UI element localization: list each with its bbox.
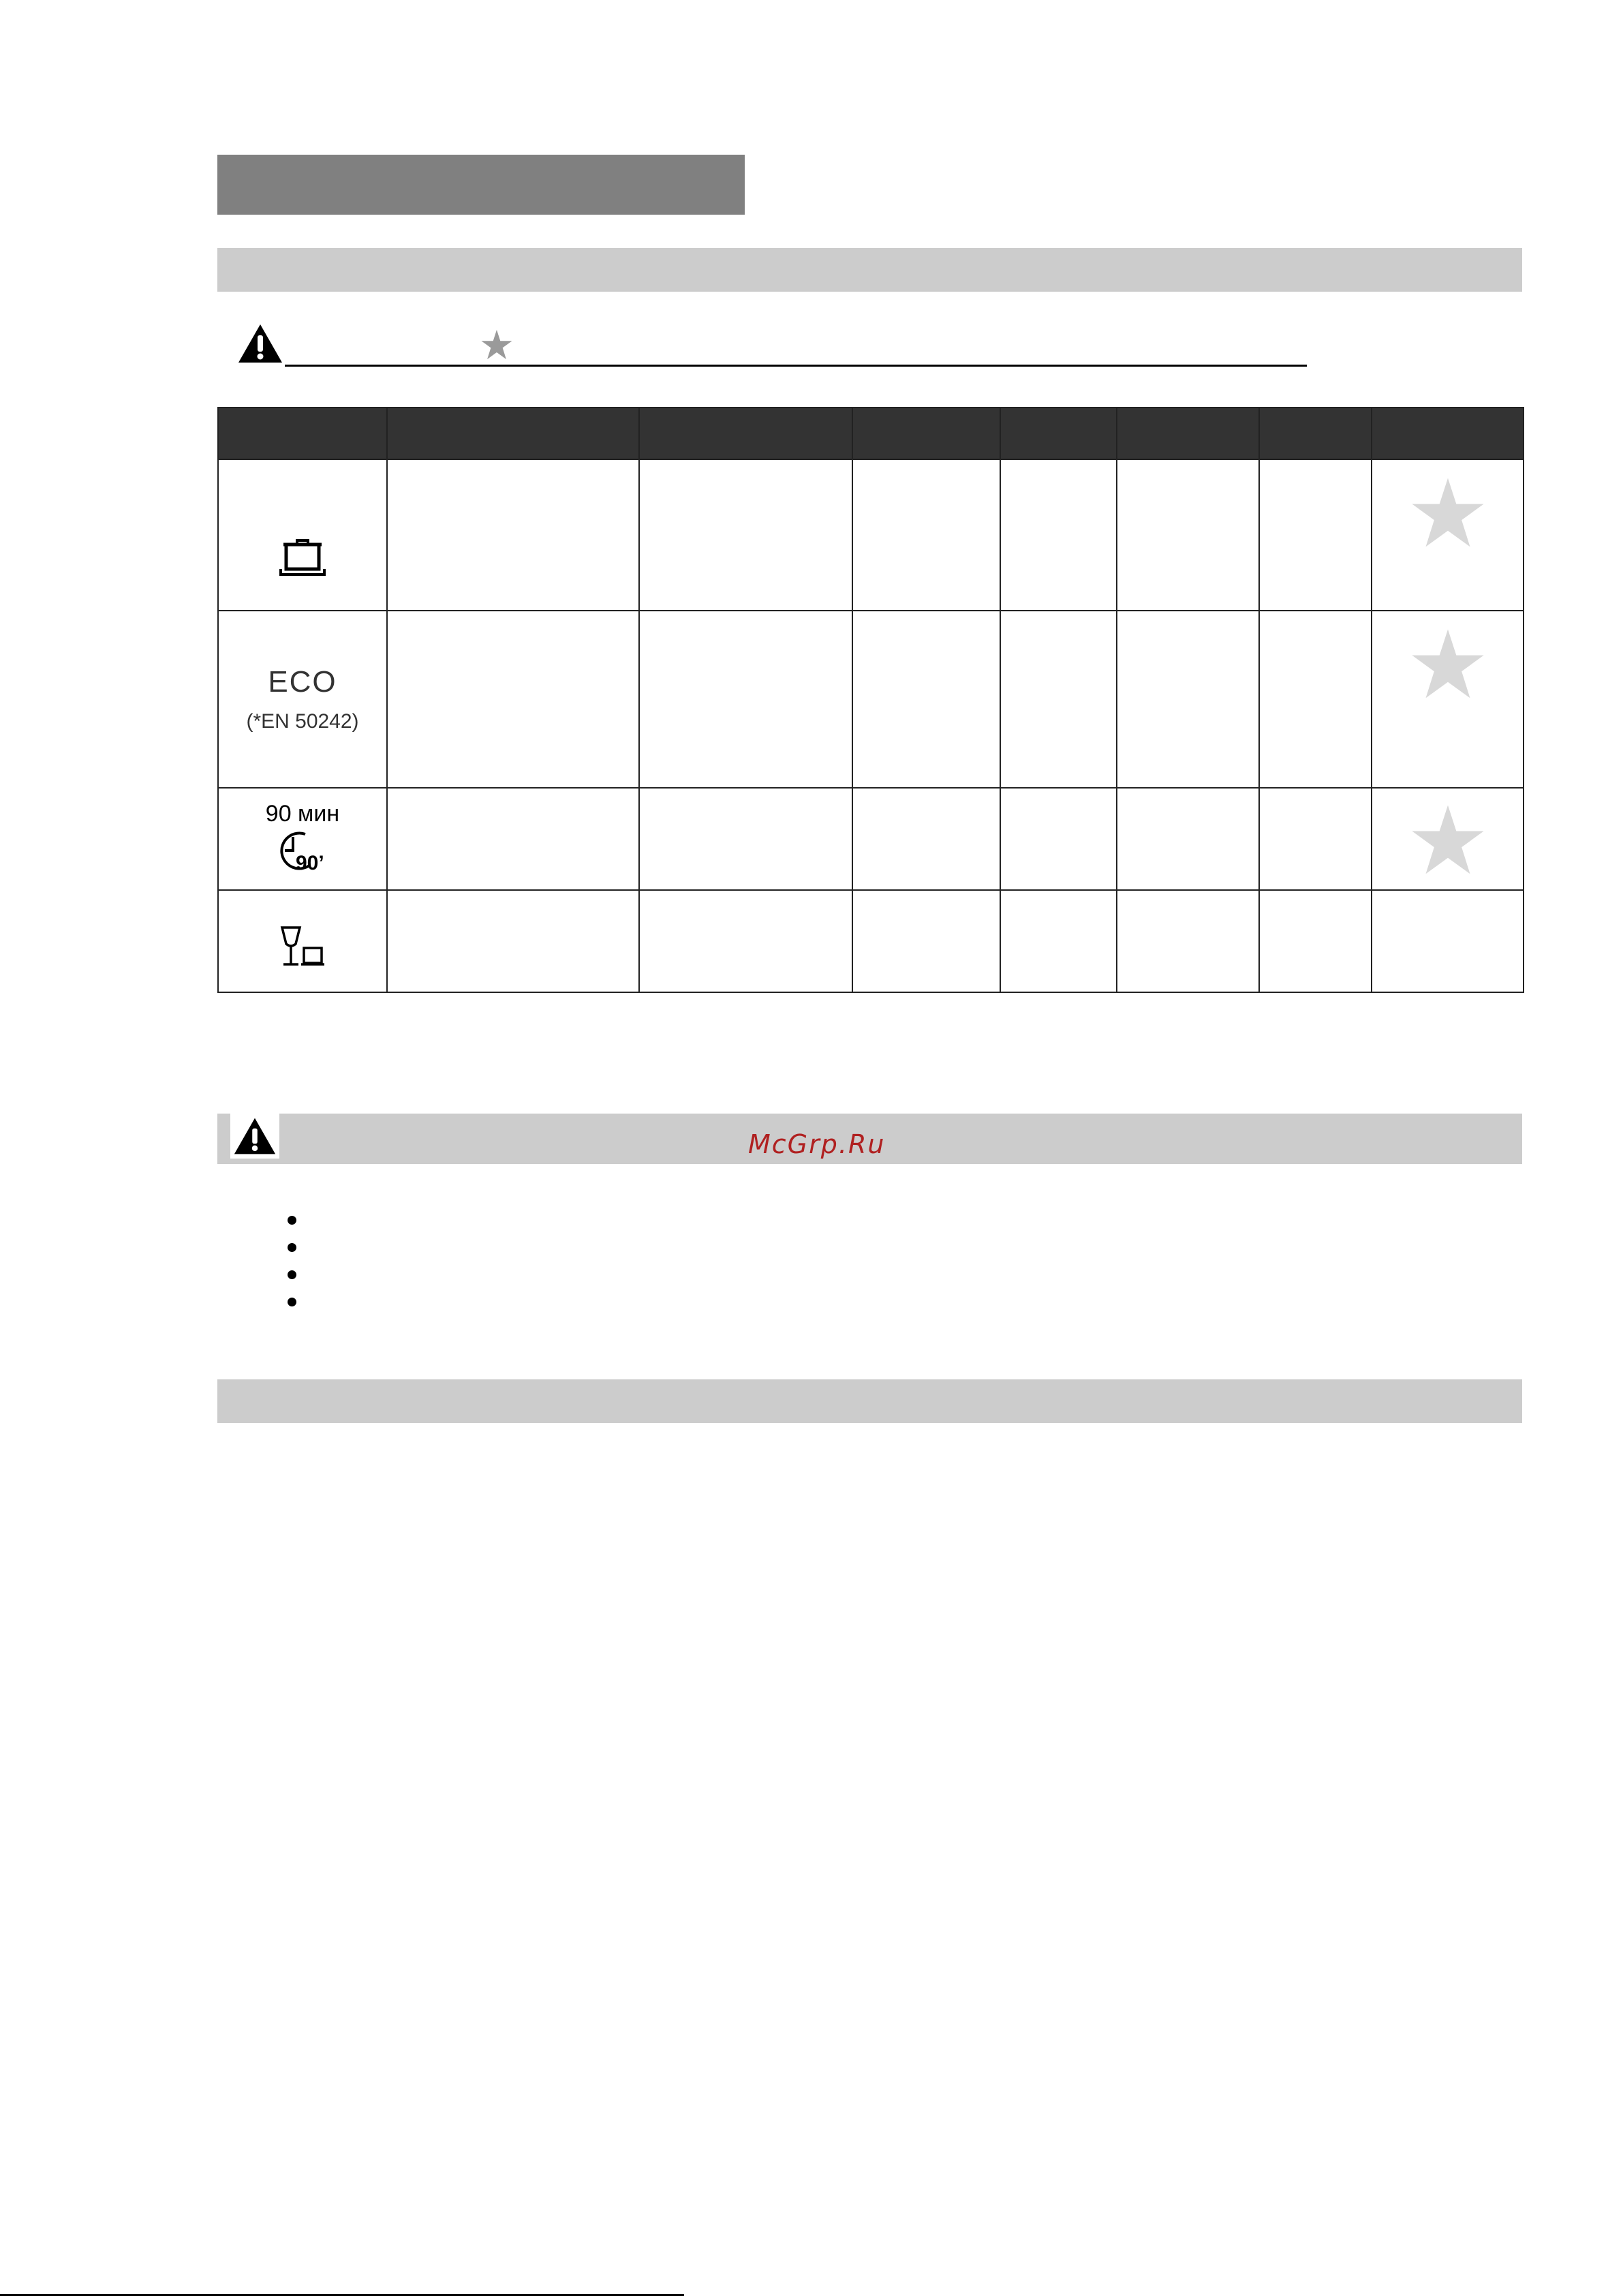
program-cell-eco xyxy=(218,611,387,788)
pot-icon xyxy=(277,535,328,581)
watermark-text: McGrp.Ru xyxy=(748,1129,886,1159)
list-item xyxy=(288,1216,296,1225)
eco-label: ECO xyxy=(268,665,337,699)
list-item xyxy=(288,1270,296,1279)
glass-cup-icon xyxy=(275,922,330,971)
star-icon xyxy=(1408,802,1487,878)
program-cell-quick xyxy=(218,788,387,890)
table-row xyxy=(218,611,1524,788)
quick-program-label: 90 мин xyxy=(265,801,340,827)
list-item xyxy=(288,1298,296,1306)
table-row xyxy=(218,788,1524,890)
note-underline xyxy=(285,365,1307,367)
bullet-list xyxy=(279,1216,320,1325)
star-cell xyxy=(1372,788,1524,890)
star-cell xyxy=(1372,611,1524,788)
header-cell-5 xyxy=(1000,408,1117,459)
list-item xyxy=(288,1243,296,1252)
header-cell-7 xyxy=(1259,408,1372,459)
program-cell-intensive xyxy=(218,459,387,611)
star-icon xyxy=(480,328,513,361)
warning-icon-box xyxy=(230,1114,279,1159)
star-icon xyxy=(1408,626,1487,703)
header-cell-6 xyxy=(1117,408,1259,459)
program-cell-glass xyxy=(218,890,387,992)
warning-triangle-icon xyxy=(233,1116,277,1156)
header-cell-4 xyxy=(852,408,1000,459)
header-cell-8 xyxy=(1372,408,1524,459)
section-bar-programs xyxy=(217,248,1522,292)
table-row xyxy=(218,890,1524,992)
table-header-row xyxy=(218,408,1524,459)
header-cell-program xyxy=(218,408,387,459)
clock-value: 90’ xyxy=(296,852,324,874)
clock-90-icon xyxy=(271,827,334,876)
programs-table xyxy=(217,407,1524,993)
star-cell xyxy=(1372,459,1524,611)
title-bar xyxy=(217,155,745,215)
section-bar-bottom xyxy=(217,1379,1522,1423)
table-row xyxy=(218,459,1524,611)
header-cell-3 xyxy=(639,408,852,459)
star-note-line xyxy=(237,323,1307,368)
warning-triangle-icon xyxy=(237,323,283,364)
eco-standard: (*EN 50242) xyxy=(246,710,359,733)
header-cell-2 xyxy=(387,408,639,459)
star-icon xyxy=(1408,475,1487,551)
